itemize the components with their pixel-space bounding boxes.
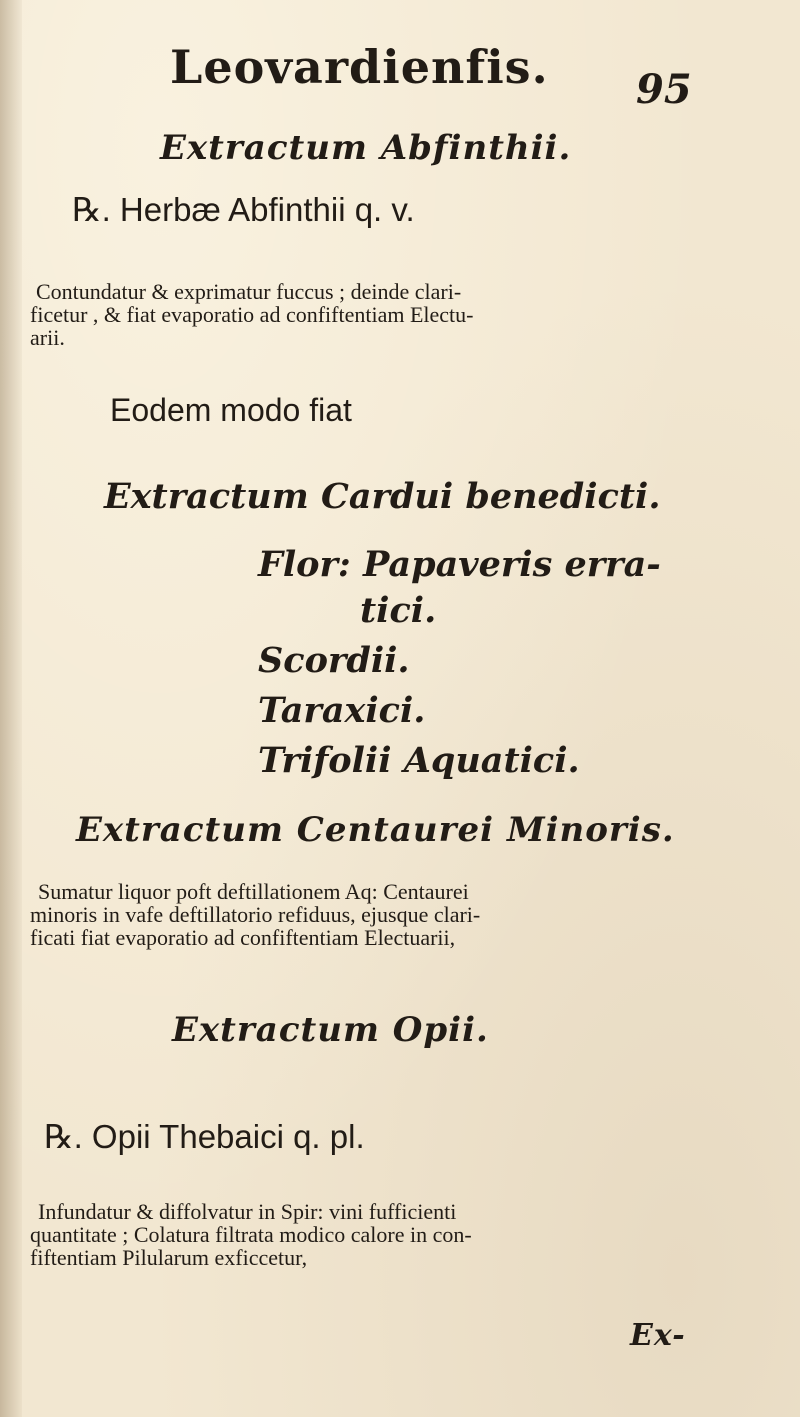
list-item: tici. bbox=[360, 590, 437, 631]
body-line: minoris in vafe deftillatorio refiduus, ejusque clari- bbox=[30, 902, 481, 927]
recipe-line-opii: ℞. Opii Thebaici q. pl. bbox=[44, 1118, 365, 1155]
body-line: Contundatur & exprimatur fuccus ; deinde clari- bbox=[36, 279, 462, 304]
body-line: arii. bbox=[30, 325, 65, 350]
section-title-extractum-centaurei: Extractum Centaurei Minoris. bbox=[76, 810, 675, 850]
body-line: fiftentiam Pilularum exficcetur, bbox=[30, 1245, 308, 1270]
page-number: 95 bbox=[636, 66, 692, 113]
body-line: Infundatur & diffolvatur in Spir: vini fufficienti bbox=[38, 1199, 457, 1224]
eodem-modo-line: Eodem modo fiat bbox=[110, 392, 352, 428]
list-item: Extractum Cardui benedicti. bbox=[104, 476, 661, 517]
section-title-extractum-absinthii: Extractum Abfinthii. bbox=[160, 128, 572, 168]
page-gutter-shadow bbox=[0, 0, 22, 1417]
list-item: Taraxici. bbox=[258, 690, 426, 731]
recipe-line-absinthii: ℞. Herbæ Abfinthii q. v. bbox=[72, 191, 415, 228]
catchword: Ex- bbox=[630, 1318, 686, 1353]
body-line: ficati fiat evaporatio ad confiftentiam Electuarii, bbox=[30, 925, 456, 950]
body-line: Sumatur liquor poft deftillationem Aq: Centaurei bbox=[38, 879, 469, 904]
list-item: Trifolii Aquatici. bbox=[258, 740, 580, 781]
body-line: ficetur , & fiat evaporatio ad confiftentiam Electu- bbox=[30, 302, 474, 327]
running-header: Leovardienfis. bbox=[170, 40, 549, 94]
body-line: quantitate ; Colatura filtrata modico calore in con- bbox=[30, 1222, 472, 1247]
list-item: Scordii. bbox=[258, 640, 410, 681]
list-item: Flor: Papaveris erra- bbox=[258, 544, 661, 585]
section-title-extractum-opii: Extractum Opii. bbox=[172, 1010, 489, 1050]
